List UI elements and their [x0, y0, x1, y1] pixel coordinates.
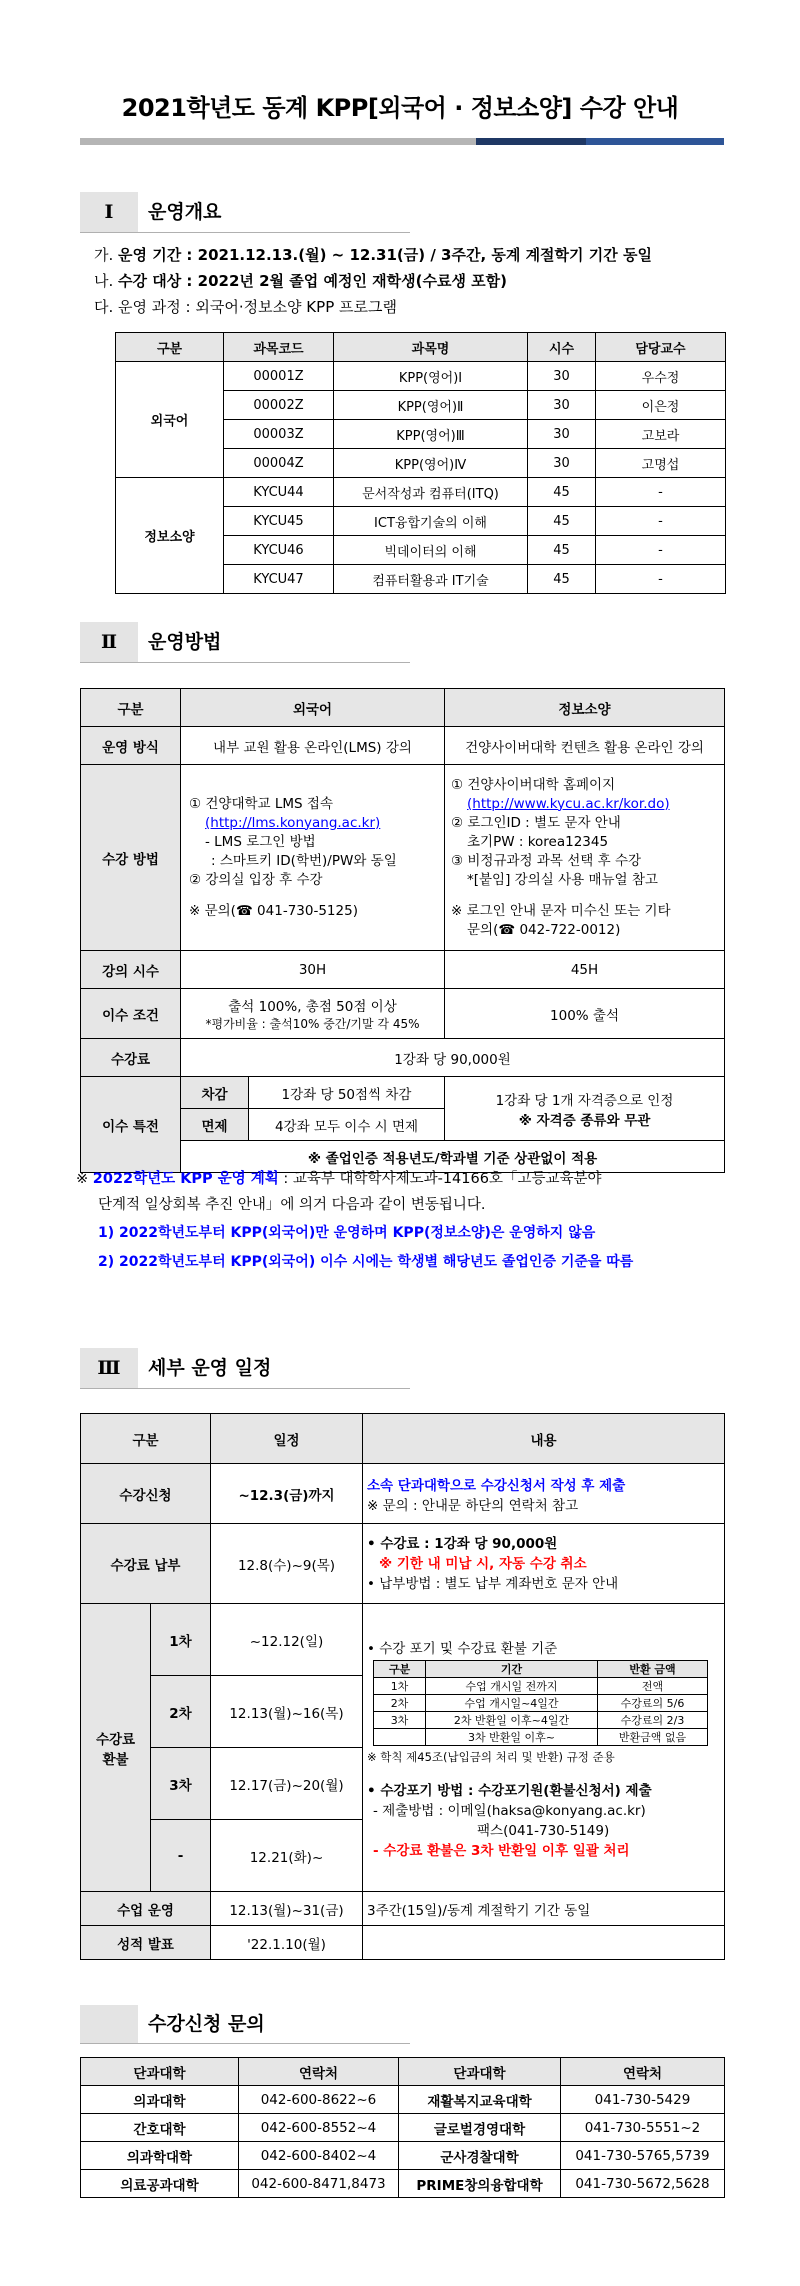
- table-row: 의과학대학 042-600-8402~4 군사경찰대학 041-730-5765,5739: [81, 2142, 725, 2170]
- period-line: 가. 운영 기간 : 2021.12.13.(월) ~ 12.31(금) / 3주간, 동계 계절학기 기간 동일: [94, 246, 652, 264]
- table-row: 00004Z KPP(영어)Ⅳ 30 고명섭: [116, 449, 726, 478]
- table-row: KYCU45 ICT융합기술의 이해 45 -: [116, 507, 726, 536]
- page-title: 2021학년도 동계 KPP[외국어 · 정보소양] 수강 안내: [121, 94, 679, 122]
- title-bar-blue: [586, 138, 724, 145]
- schedule-table-header: 구분 일정 내용: [81, 1414, 725, 1464]
- table-row: 수강료 납부 12.8(수)~9(목) • 수강료 : 1강좌 당 90,000원 ※ 기한 내 미납 시, 자동 수강 취소 • 납부방법 : 별도 납부 계좌번호 문자 안내: [81, 1524, 725, 1604]
- refund-details: • 수강 포기 및 수강료 환불 기준 구분 기간 반환 금액 1차 수업 개시일 전까지 전액 2차 수업 개시일~4일간 수강료의 5/6 3차 2차 반환일 이후~4일간 수강료의 2/3 3차 반환일 이후~ 반환금액 없음 ※ 학칙 제45조(납입금의 처리 및 반환) 규정 준용 • 수강포기 방법 : 수강포기원(환불신청서) 제출 - 제출방법 : 이메일(haksa@konyang.ac.kr) 팩스(041-730-5149) - 수강료 환불은 3차 반환일 이후 일괄 처리: [363, 1604, 725, 1892]
- table-row: 3차 12.17(금)~20(월): [81, 1748, 725, 1820]
- kycu-link[interactable]: (http://www.kycu.ac.kr/kor.do): [467, 795, 670, 812]
- table-row: 2차 12.13(월)~16(목): [81, 1676, 725, 1748]
- notice-item-1: 1) 2022학년도부터 KPP(외국어)만 운영하며 KPP(정보소양)은 운영하지 않음: [98, 1225, 596, 1241]
- group-info: 정보소양: [116, 478, 224, 594]
- table-row: KYCU46 빅데이터의 이해 45 -: [116, 536, 726, 565]
- table-row: 수강 방법 ① 건양대학교 LMS 접속 (http://lms.konyang.ac.kr) - LMS 로그인 방법 : 스마트키 ID(학번)/PW와 동일 ② 강의실 입장 후 수강 ※ 문의(☎ 041-730-5125) ① 건양사이버대학 홈페이지 (http://www.kycu.ac.kr/kor.do) ② 로그인ID : 별도 문자 안내 초기PW : korea12345 ③ 비정규과정 과목 선택 후 수강 *[붙임] 강의실 사용 매뉴얼 참고 ※ 로그인 안내 문자 미수신 또는 기타 문의(☎ 042-722-0012): [81, 765, 725, 951]
- course-table-header: 구분 과목코드 과목명 시수 담당교수: [116, 333, 726, 362]
- table-row: 운영 방식 내부 교원 활용 온라인(LMS) 강의 건양사이버대학 컨텐츠 활용 온라인 강의: [81, 727, 725, 765]
- table-row: 3차 2차 반환일 이후~4일간 수강료의 2/3: [374, 1711, 708, 1728]
- table-row: 간호대학 042-600-8552~4 글로벌경영대학 041-730-5551~2: [81, 2114, 725, 2142]
- table-row: 외국어 00001Z KPP(영어)Ⅰ 30 우수정: [116, 362, 726, 391]
- table-row: 수강료 1강좌 당 90,000원: [81, 1039, 725, 1077]
- table-row: 2차 수업 개시일~4일간 수강료의 5/6: [374, 1694, 708, 1711]
- table-row: 수강료 환불 1차 ~12.12(일) • 수강 포기 및 수강료 환불 기준 구분 기간 반환 금액 1차 수업 개시일 전까지 전액 2차 수업 개시일~4일간 수강료의 5/6 3차 2차 반환일 이후~4일간 수강료의 2/3 3차 반환일 이후~ 반환금액 없음 ※ 학칙 제45조(납입금의 처리 및 반환) 규정 준용 • 수강포기 방법 : 수강포기원(환불신청서) 제출 - 제출방법 : 이메일(haksa@konyang.ac.kr) 팩스(041-730-5149) - 수강료 환불은 3차 반환일 이후 일괄 처리: [81, 1604, 725, 1676]
- table-row: 3차 반환일 이후~ 반환금액 없음: [374, 1728, 708, 1745]
- refund-email: - 제출방법 : 이메일(haksa@konyang.ac.kr): [373, 1802, 646, 1819]
- notice-item-2: 2) 2022학년도부터 KPP(외국어) 이수 시에는 학생별 해당년도 졸업인증 기준을 따름: [98, 1254, 634, 1270]
- table-row: 수업 운영 12.13(월)~31(금) 3주간(15일)/동계 계절학기 기간 동일: [81, 1892, 725, 1926]
- section-1-number: Ⅰ: [80, 192, 138, 232]
- group-foreign: 외국어: [116, 362, 224, 478]
- section-2-header: [80, 622, 410, 662]
- table-row: 의료공과대학 042-600-8471,8473 PRIME창의융합대학 041-730-5672,5628: [81, 2170, 725, 2198]
- section-1-header: [80, 192, 410, 232]
- info-study-method: ① 건양사이버대학 홈페이지 (http://www.kycu.ac.kr/kor.do) ② 로그인ID : 별도 문자 안내 초기PW : korea12345 ③ 비정규과정 과목 선택 후 수강 *[붙임] 강의실 사용 매뉴얼 참고 ※ 로그인 안내 문자 미수신 또는 기타 문의(☎ 042-722-0012): [445, 765, 725, 951]
- course-line: 다. 운영 과정 : 외국어·정보소양 KPP 프로그램: [94, 298, 397, 316]
- table-row: 의과대학 042-600-8622~6 재활복지교육대학 041-730-5429: [81, 2086, 725, 2114]
- contact-table: [80, 2057, 725, 2198]
- section-4-title: 수강신청 문의: [148, 2013, 265, 2035]
- table-row: 면제 4강좌 모두 이수 시 면제: [81, 1109, 725, 1141]
- section-3-header: [80, 1348, 410, 1388]
- section-4-header: [80, 2005, 410, 2043]
- section-3-title: 세부 운영 일정: [148, 1357, 272, 1379]
- lms-link[interactable]: (http://lms.konyang.ac.kr): [205, 814, 381, 831]
- table-row: 이수 조건 출석 100%, 총점 50점 이상 *평가비율 : 출석10% 중간/기말 각 45% 100% 출석: [81, 989, 725, 1039]
- table-row: 00003Z KPP(영어)Ⅲ 30 고보라: [116, 420, 726, 449]
- section-1-title: 운영개요: [148, 201, 222, 223]
- target-line: 나. 수강 대상 : 2022년 2월 졸업 예정인 재학생(수료생 포함): [94, 272, 508, 290]
- foreign-study-method: ① 건양대학교 LMS 접속 (http://lms.konyang.ac.kr) - LMS 로그인 방법 : 스마트키 ID(학번)/PW와 동일 ② 강의실 입장 후 수강 ※ 문의(☎ 041-730-5125): [181, 765, 445, 951]
- section-2-title: 운영방법: [148, 631, 222, 653]
- table-row: ※ 졸업인증 적용년도/학과별 기준 상관없이 적용: [81, 1141, 725, 1173]
- title-bar-gray: [80, 138, 476, 145]
- table-row: KYCU47 컴퓨터활용과 IT기술 45 -: [116, 565, 726, 594]
- table-row: 1차 수업 개시일 전까지 전액: [374, 1677, 708, 1694]
- method-table: [80, 688, 725, 1173]
- table-row: 수강신청 ~12.3(금)까지 소속 단과대학으로 수강신청서 작성 후 제출 ※ 문의 : 안내문 하단의 연락처 참고: [81, 1464, 725, 1524]
- table-row: 강의 시수 30H 45H: [81, 951, 725, 989]
- table-row: 이수 특전 차감 1강좌 당 50점씩 차감 1강좌 당 1개 자격증으로 인정 ※ 자격증 종류와 무관: [81, 1077, 725, 1109]
- method-table-header: 구분 외국어 정보소양: [81, 689, 725, 727]
- table-row: 정보소양 KYCU44 문서작성과 컴퓨터(ITQ) 45 -: [116, 478, 726, 507]
- notice-line-1: ※ 2022학년도 KPP 운영 계획 : 교육부 대학학사제도과-14166호「고등교육분야: [76, 1171, 602, 1187]
- section-3-number: Ⅲ: [80, 1348, 138, 1388]
- title-bar-navy: [476, 138, 586, 145]
- contact-table-header: 단과대학 연락처 단과대학 연락처: [81, 2058, 725, 2086]
- table-row: - 12.21(화)~: [81, 1820, 725, 1892]
- refund-criteria-table: 구분 기간 반환 금액 1차 수업 개시일 전까지 전액 2차 수업 개시일~4일간 수강료의 5/6 3차 2차 반환일 이후~4일간 수강료의 2/3 3차 반환일 이후~ 반환금액 없음: [373, 1660, 708, 1746]
- notice-line-2: 단계적 일상회복 추진 안내」에 의거 다음과 같이 변동됩니다.: [98, 1197, 486, 1213]
- section-2-number: Ⅱ: [80, 622, 138, 662]
- table-row: 00002Z KPP(영어)Ⅱ 30 이은정: [116, 391, 726, 420]
- schedule-table: [80, 1413, 725, 1960]
- table-row: 성적 발표 '22.1.10(월): [81, 1926, 725, 1960]
- course-table: [115, 332, 726, 594]
